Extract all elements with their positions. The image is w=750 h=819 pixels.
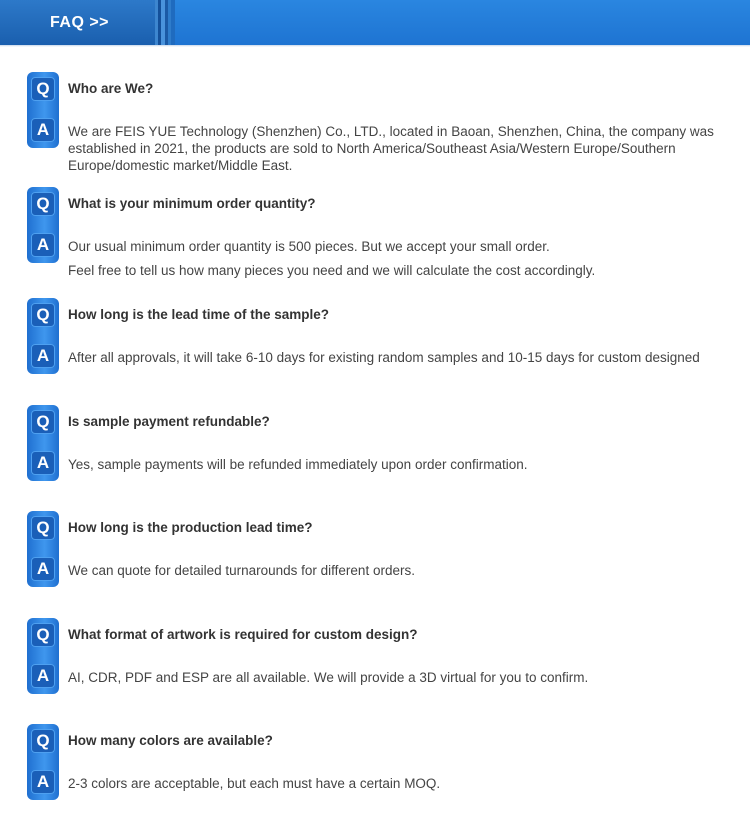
answer-badge: A (31, 557, 55, 581)
answer-line: We can quote for detailed turnarounds for different orders. (68, 563, 415, 578)
answer-line: Our usual minimum order quantity is 500 pieces. But we accept your small order. (68, 239, 550, 254)
answer-text (68, 669, 736, 686)
answer-text (68, 349, 736, 366)
answer-badge: A (31, 451, 55, 475)
answer-line: Yes, sample payments will be refunded immediately upon order confirmation. (68, 457, 528, 472)
question-badge: Q (31, 516, 55, 540)
answer-text (68, 456, 736, 473)
question-badge: Q (31, 192, 55, 216)
question-text: What format of artwork is required for custom design? (68, 627, 418, 642)
answer-line: Feel free to tell us how many pieces you need and we will calculate the cost accordingly. (68, 263, 596, 278)
answer-line: We are FEIS YUE Technology (Shenzhen) Co., LTD., located in Baoan, Shenzhen, China, the company was established in 2021, the products are sold to North America/Southeast Asia/Western Europe/Southern Europe/domestic market/Middle East. (68, 124, 714, 173)
answer-badge: A (31, 664, 55, 688)
answer-badge: A (31, 118, 55, 142)
question-text: Who are We? (68, 81, 154, 96)
answer-badge: A (31, 233, 55, 257)
question-badge: Q (31, 303, 55, 327)
answer-text (68, 775, 736, 792)
answer-badge: A (31, 344, 55, 368)
answer-text (68, 238, 736, 279)
faq-title: FAQ >> (50, 14, 110, 31)
question-text: How many colors are available? (68, 733, 273, 748)
question-text: How long is the production lead time? (68, 520, 313, 535)
answer-line: After all approvals, it will take 6-10 days for existing random samples and 10-15 days for custom designed (68, 350, 700, 365)
question-badge: Q (31, 77, 55, 101)
question-text: Is sample payment refundable? (68, 414, 270, 429)
question-badge: Q (31, 729, 55, 753)
question-text: What is your minimum order quantity? (68, 196, 316, 211)
question-text: How long is the lead time of the sample? (68, 307, 330, 322)
answer-badge: A (31, 770, 55, 794)
answer-line: 2-3 colors are acceptable, but each must have a certain MOQ. (68, 776, 441, 791)
question-badge: Q (31, 623, 55, 647)
answer-line: AI, CDR, PDF and ESP are all available. We will provide a 3D virtual for you to confirm. (68, 670, 589, 685)
answer-text (68, 123, 736, 174)
answer-text (68, 562, 736, 579)
question-badge: Q (31, 410, 55, 434)
